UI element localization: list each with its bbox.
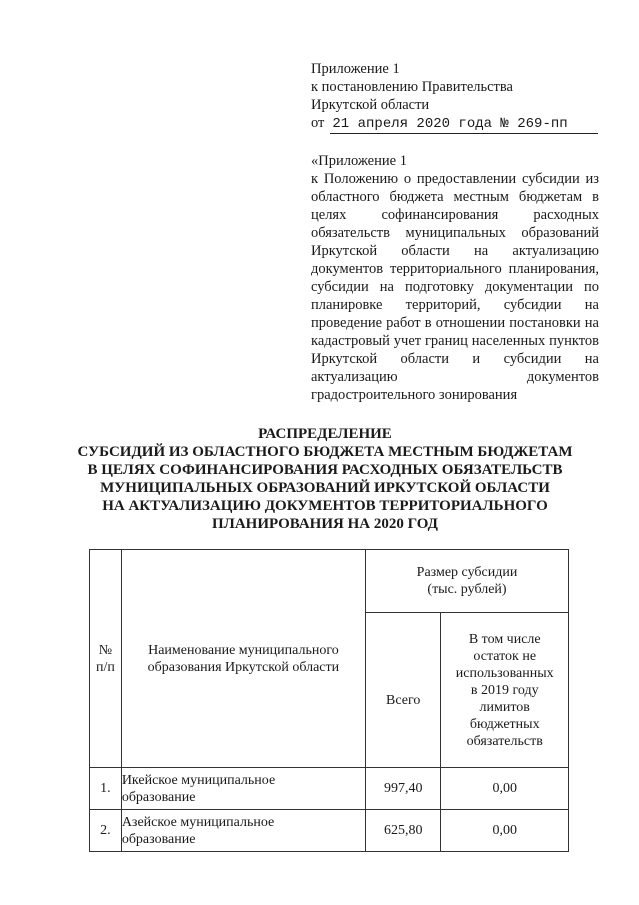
table-row — [90, 768, 569, 810]
header-subsidy-amount: Размер субсидии (тыс. рублей) — [366, 550, 569, 613]
row-municipality-name: Икейское муниципальное образование — [121, 768, 365, 810]
date-prefix: от — [311, 115, 325, 131]
row-total: 625,80 — [366, 810, 441, 852]
title-line: СУБСИДИЙ ИЗ ОБЛАСТНОГО БЮДЖЕТА МЕСТНЫМ БЮДЖЕТАМ — [77, 444, 573, 460]
header-municipality-name: Наименование муниципального образования Иркутской области — [121, 550, 365, 768]
appendix-reference — [311, 152, 599, 404]
header-remainder: В том числе остаток не использованных в 2019 году лимитов бюджетных обязательств — [441, 613, 569, 768]
subsidy-table — [89, 549, 569, 852]
header-number: № п/п — [90, 550, 122, 768]
row-remainder: 0,00 — [441, 768, 569, 810]
row-municipality-name: Азейское муниципальное образование — [121, 810, 365, 852]
title-line: МУНИЦИПАЛЬНЫХ ОБРАЗОВАНИЙ ИРКУТСКОЙ ОБЛАСТИ — [100, 480, 550, 496]
title-line: В ЦЕЛЯХ СОФИНАНСИРОВАНИЯ РАСХОДНЫХ ОБЯЗАТЕЛЬСТВ — [87, 462, 563, 478]
title-line: РАСПРЕДЕЛЕНИЕ — [258, 426, 392, 442]
document-title — [60, 425, 590, 533]
table-row — [90, 810, 569, 852]
header-total: Всего — [366, 613, 441, 768]
row-remainder: 0,00 — [441, 810, 569, 852]
row-number: 2. — [90, 810, 122, 852]
header-line: Иркутской области — [311, 97, 430, 113]
resolution-header — [311, 60, 601, 134]
header-line: Приложение 1 — [311, 61, 400, 77]
header-line: к постановлению Правительства — [311, 79, 513, 95]
row-total: 997,40 — [366, 768, 441, 810]
title-line: ПЛАНИРОВАНИЯ НА 2020 ГОД — [212, 516, 438, 532]
appendix-first-line: «Приложение 1 — [311, 153, 407, 169]
resolution-date-stamp: 21 апреля 2020 года № 269-пп — [330, 115, 598, 134]
date-line — [311, 114, 601, 134]
row-number: 1. — [90, 768, 122, 810]
appendix-body: к Положению о предоставлении субсидии из областного бюджета местным бюджетам в целях софинансирования расходных обязательств муниципальных образований Иркутской области на актуализацию документов территориального планирования, субсидии на подготовку документации по планировке территорий, субсидии на проведение работ в отношении постановки на кадастровый учет границ населенных пунктов Иркутской области и субсидии на актуализацию документов градостроительного зонирования — [311, 171, 599, 403]
title-line: НА АКТУАЛИЗАЦИЮ ДОКУМЕНТОВ ТЕРРИТОРИАЛЬНОГО — [102, 498, 548, 514]
